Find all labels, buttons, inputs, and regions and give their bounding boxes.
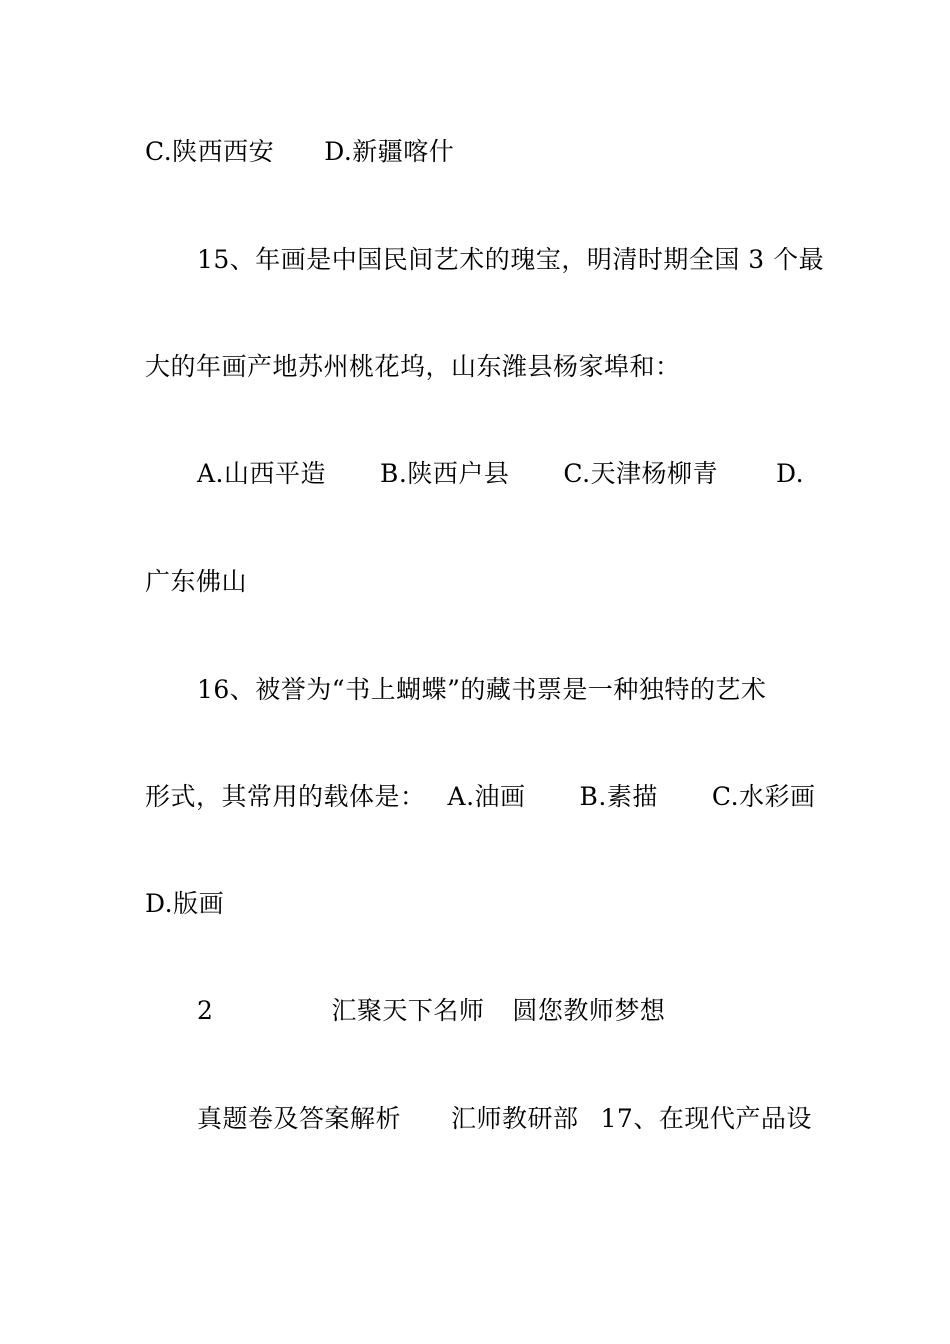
- question-15-stem-line-2: 大的年画产地苏州桃花坞，山东潍县杨家埠和：: [145, 352, 681, 381]
- option-b: B.素描: [579, 782, 658, 811]
- question-15-option-d-text: 广东佛山: [145, 567, 248, 596]
- question-16-stem-end: 形式，其常用的载体是：: [145, 782, 426, 811]
- header-department: 汇师教研部: [451, 1104, 579, 1133]
- page-footer: [197, 993, 665, 1029]
- footer-slogan-2: 圆您教师梦想: [512, 996, 666, 1025]
- option-c: C.天津杨柳青: [563, 459, 719, 488]
- question-16-stem-line-1: 16、被誉为“书上蝴蝶”的藏书票是一种独特的艺术: [197, 675, 767, 704]
- option-a: A.油画: [447, 782, 526, 811]
- header-title: 真题卷及答案解析: [197, 1104, 402, 1133]
- question-16-stem-line-2: [145, 779, 816, 815]
- question-15-stem-line-1: 15、年画是中国民间艺术的瑰宝，明清时期全国 3 个最: [197, 245, 825, 274]
- option-b: B.陕西户县: [380, 459, 510, 488]
- page-header-and-question-17: [197, 1101, 812, 1137]
- option-c: C.水彩画: [711, 782, 816, 811]
- question-16-option-d: D.版画: [145, 889, 225, 918]
- question-17-stem-start: 17、在现代产品设: [600, 1104, 812, 1133]
- option-d: D.新疆喀什: [324, 137, 455, 166]
- question-14-options-cd: [145, 134, 454, 170]
- option-c: C.陕西西安: [145, 137, 275, 166]
- footer-slogan-1: 汇聚天下名师: [331, 996, 485, 1025]
- page-number: 2: [197, 996, 214, 1025]
- question-15-options: [197, 456, 804, 492]
- option-d-label: D.: [776, 459, 805, 488]
- option-a: A.山西平造: [197, 459, 327, 488]
